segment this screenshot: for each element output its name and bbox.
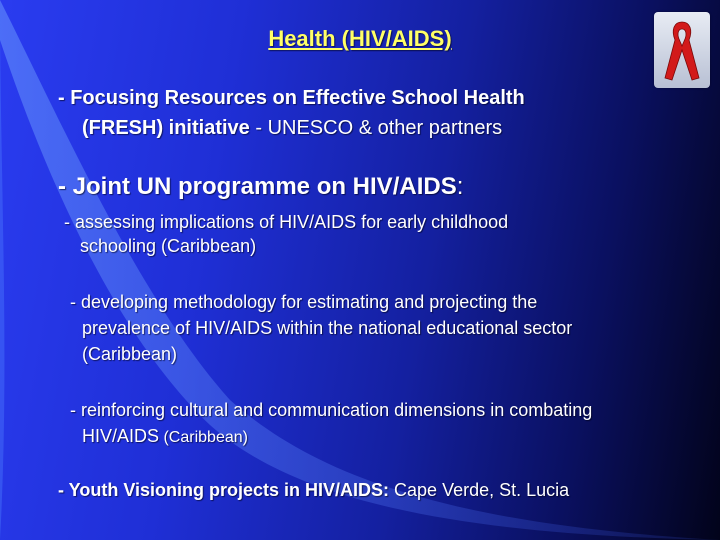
sub-bullet-methodology-line3: (Caribbean) (82, 344, 178, 364)
bullet-fresh-bold: Focusing Resources on Effective School Health (70, 87, 525, 109)
fresh-partners: - UNESCO & other partners (249, 117, 503, 139)
bullet-fresh (58, 84, 525, 112)
bullet-youth-visioning (58, 478, 569, 502)
joint-un-colon: : (456, 173, 464, 200)
youth-visioning-bold: - Youth Visioning projects in HIV/AIDS: (58, 480, 390, 500)
sub-bullet-early-childhood: - assessing implications of HIV/AIDS for early childhood (64, 212, 509, 232)
sub-bullet-methodology-line2: prevalence of HIV/AIDS within the national educational sector (82, 318, 573, 338)
bullet-fresh-prefix: - (58, 87, 71, 109)
bullet-fresh-line2 (82, 114, 502, 142)
slide-title: Health (HIV/AIDS) (268, 26, 452, 51)
joint-un-text: - Joint UN programme on HIV/AIDS (58, 173, 457, 200)
fresh-initiative: (FRESH) initiative (82, 117, 250, 139)
cultural-caribbean: (Caribbean) (159, 429, 248, 446)
sub-bullet-cultural: - reinforcing cultural and communication dimensions in combating (70, 400, 593, 420)
cultural-hiv: HIV/AIDS (82, 426, 160, 446)
youth-visioning-places: Cape Verde, St. Lucia (389, 480, 570, 500)
bullet-joint-un (58, 172, 463, 202)
sub-bullet-methodology: - developing methodology for estimating and projecting the (70, 292, 538, 312)
sub-bullet-early-childhood-line2: schooling (Caribbean) (80, 236, 257, 256)
sub-bullet-cultural-line2 (82, 424, 248, 450)
